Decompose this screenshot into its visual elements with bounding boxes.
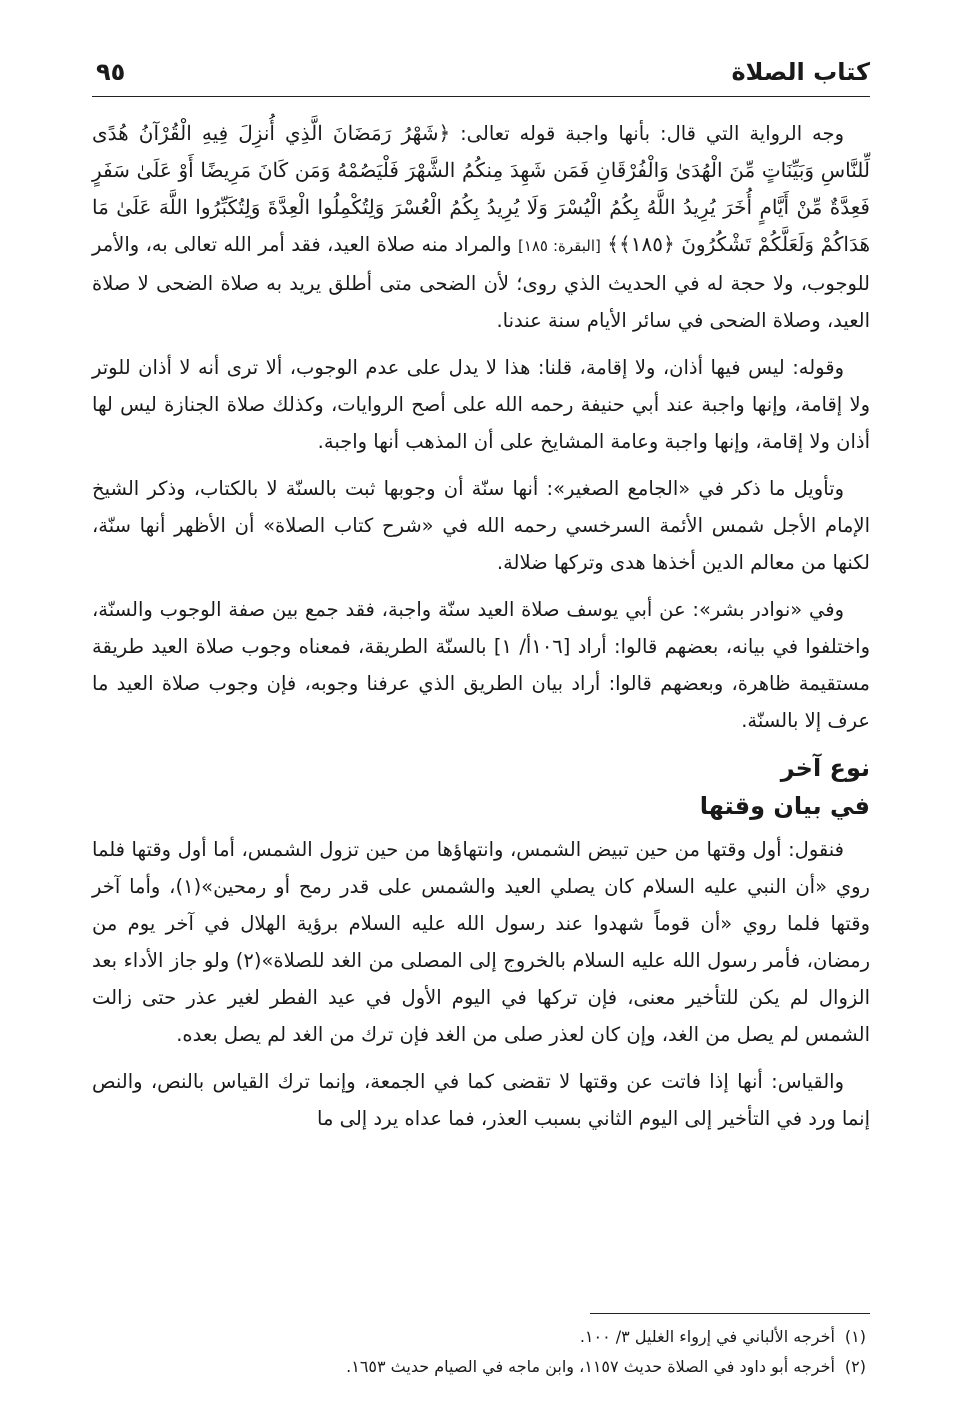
section-heading [92,749,870,825]
footnote-2 [92,1352,870,1382]
quran-verse: ﴿شَهْرُ رَمَضَانَ الَّذِي أُنزِلَ فِيهِ الْقُرْآنُ هُدًى لِّلنَّاسِ وَبَيِّنَاتٍ مِّنَ الْهُدَىٰ وَالْفُرْقَانِ فَمَن شَهِدَ مِنكُمُ الشَّهْرَ فَلْيَصُمْهُ وَمَن كَانَ مَرِيضًا أَوْ عَلَىٰ سَفَرٍ فَعِدَّةٌ مِّنْ أَيَّامٍ أُخَرَ يُرِيدُ اللَّهُ بِكُمُ الْيُسْرَ وَلَا يُرِيدُ بِكُمُ الْعُسْرَ وَلِتُكْمِلُوا الْعِدَّةَ وَلِتُكَبِّرُوا اللَّهَ عَلَىٰ مَا هَدَاكُمْ وَلَعَلَّكُمْ تَشْكُرُونَ ﴿١٨٥﴾﴾ [92,121,870,256]
paragraph-2: وقوله: ليس فيها أذان، ولا إقامة، قلنا: هذا لا يدل على عدم الوجوب، ألا ترى أنه لا أذان للوتر ولا إقامة، وإنها واجبة عند أبي حنيفة رحمه الله على أصح الروايات، وكذلك صلاة الجنازة ليس لها أذان ولا إقامة، وإنها واجبة وعامة المشايخ على أن المذهب أنها واجبة. [92,356,870,453]
section-heading-line-2: في بيان وقتها [699,792,870,820]
footnotes [92,1313,870,1382]
paragraph-3: وتأويل ما ذكر في «الجامع الصغير»: أنها سنّة أن وجوبها ثبت بالسنّة لا بالكتاب، وذكر الشيخ الإمام الأجل شمس الأئمة السرخسي رحمه الله في «شرح كتاب الصلاة» أن الأظهر أنها سنّة، لكنها من معالم الدين أخذها هدى وتركها ضلالة. [92,477,870,574]
paragraph-5: فنقول: أول وقتها من حين تبيض الشمس، وانتهاؤها من حين تزول الشمس، أما أول وقتها فلما روي «أن النبي عليه السلام كان يصلي العيد والشمس على قدر رمح أو رمحين»(١)، وأما آخر وقتها فلما روي «أن قوماً شهدوا عند رسول الله عليه السلام برؤية الهلال في آخر يوم من رمضان، فأمر رسول الله عليه السلام بالخروج إلى المصلى من الغد للصلاة»(٢) ولو جاز الأداء بعد الزوال لم يكن للتأخير معنى، فإن تركها في اليوم الأول في عيد الفطر لغير عذر حتى زالت الشمس لم يصل من الغد، وإن كان لعذر صلى من الغد فإن ترك من الغد لم يصل بعده. [92,838,870,1046]
paragraph-1-continuation: والمراد منه صلاة العيد، فقد أمر الله تعالى به، والأمر للوجوب، ولا حجة له في الحديث الذي روى؛ لأن الضحى متى أطلق يريد به صلاة الضحى لا صلاة العيد، وصلاة الضحى في سائر الأيام سنة عندنا. [92,233,870,332]
section-heading-line-1: نوع آخر [780,754,870,782]
paragraph-4: وفي «نوادر بشر»: عن أبي يوسف صلاة العيد سنّة واجبة، فقد جمع بين صفة الوجوب والسنّة، واختلفوا في بيانه، بعضهم قالوا: أراد [١٠٦أ/ ١] بالسنّة الطريقة، فمعناه وجوب صلاة العيد طريقة مستقيمة ظاهرة، وبعضهم قالوا: أراد بيان الطريق الذي عرفنا وجوبه، فإن وجوب صلاة العيد ما عرف إلا بالسنّة. [92,598,870,732]
paragraph-1 [92,115,870,339]
book-page [92,52,870,1382]
paragraph-6: والقياس: أنها إذا فاتت عن وقتها لا تقضى كما في الجمعة، وإنما ترك القياس بالنص، والنص إنما ورد في التأخير إلى اليوم الثاني بسبب العذر، فما عداه يرد إلى ما [92,1070,870,1130]
verse-reference: [البقرة: ١٨٥] [517,237,601,255]
paragraph-1-intro: وجه الرواية التي قال: بأنها واجبة قوله تعالى: [450,122,844,145]
footnote-text: أخرجه الألباني في إرواء الغليل ٣/ ١٠٠. [579,1327,835,1346]
page-header [92,52,870,97]
footnote-1 [92,1322,870,1352]
running-title: كتاب الصلاة [731,58,870,86]
footnote-number: (١) [844,1327,866,1346]
page-number: ٩٥ [96,58,126,86]
page-body [92,115,870,1137]
footnote-text: أخرجه أبو داود في الصلاة حديث ١١٥٧، وابن ماجه في الصيام حديث ١٦٥٣. [346,1357,835,1376]
footnote-number: (٢) [844,1357,866,1376]
footnote-divider [590,1313,870,1314]
